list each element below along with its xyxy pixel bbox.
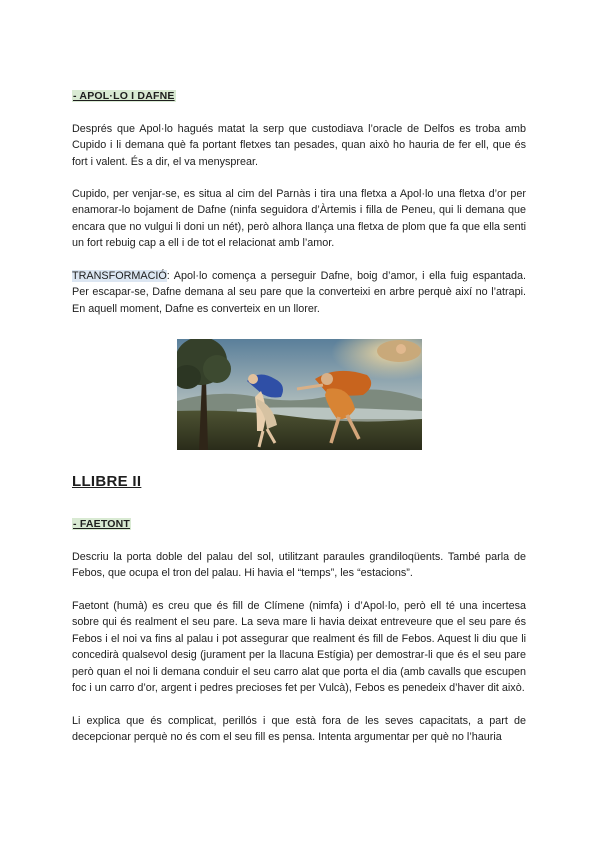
paragraph-cupid-revenge: Cupido, per venjar-se, es situa al cim del Parnàs i tira una fletxa a Apol·lo una fletxa d’or per enamorar-lo bojament de Dafne (ninfa seguidora d’Àrtemis i filla de Peneu, qui li demana que encara que no vulgui li doni un nét), però alhora llança una fletxa de plom que fa que ella senti un fort rebuig cap a ell i de tot el relacionat amb l’amor. [72,188,526,250]
section-title-phaethon: - FAETONT [73,518,131,530]
paragraph-phaethon-origin: Faetont (humà) es creu que és fill de Clímene (nimfa) i d’Apol·lo, però ell té una incertesa sobre qui és realment el seu pare. La seva mare li havia deixat entreveure que el seu pare és Febos i el noi va fins al palau i pot assegurar que realment és fill de Febos. Aquest li diu que li concedirà qualsevol desig (jurament per la llacuna Estígia) per demostrar-li que és el seu pare però quan el noi li demana conduir el seu carro alat que porta el dia (amb cavalls que escupen foc i un carro d’or, argent i pedres precioses fet per Vulcà), Febos es penedeix d’haver dit això. [72,600,526,695]
paragraph-apollo-cupid: Després que Apol·lo hagués matat la serp que custodiava l’oracle de Delfos es troba amb Cupido i li demana què fa portant fletxes tan pesades, quan això ho hauria de fer ell, que és fort i valent. És a dir, el va menysprear. [72,123,526,168]
section-title-apollo-daphne: - APOL·LO I DAFNE [73,90,175,102]
paragraph-transformation [72,268,526,317]
transformation-text: : Apol·lo comença a perseguir Dafne, boig d’amor, i ella fuig espantada. Per escapar-se, Dafne demana al seu pare que la converteixi en arbre perquè així no l’atrapi. En aquell moment, Dafne es converteix en un llorer. [72,270,526,315]
apollo-daphne-painting [177,339,422,450]
chapter-title: LLIBRE II [72,473,142,490]
transformation-label: TRANSFORMACIÓ [72,270,167,282]
paragraph-sun-palace: Descriu la porta doble del palau del sol, utilitzant paraules grandiloqüents. També parla de Febos, que ocupa el tron del palau. Hi havia el “temps”, les “estacions”. [72,551,526,580]
paragraph-phoebus-warning: Li explica que és complicat, perillós i que està fora de les seves capacitats, a part de decepcionar perquè no és com el seu fill es pensa. Intenta argumentar per què no l’hauria [72,715,526,744]
